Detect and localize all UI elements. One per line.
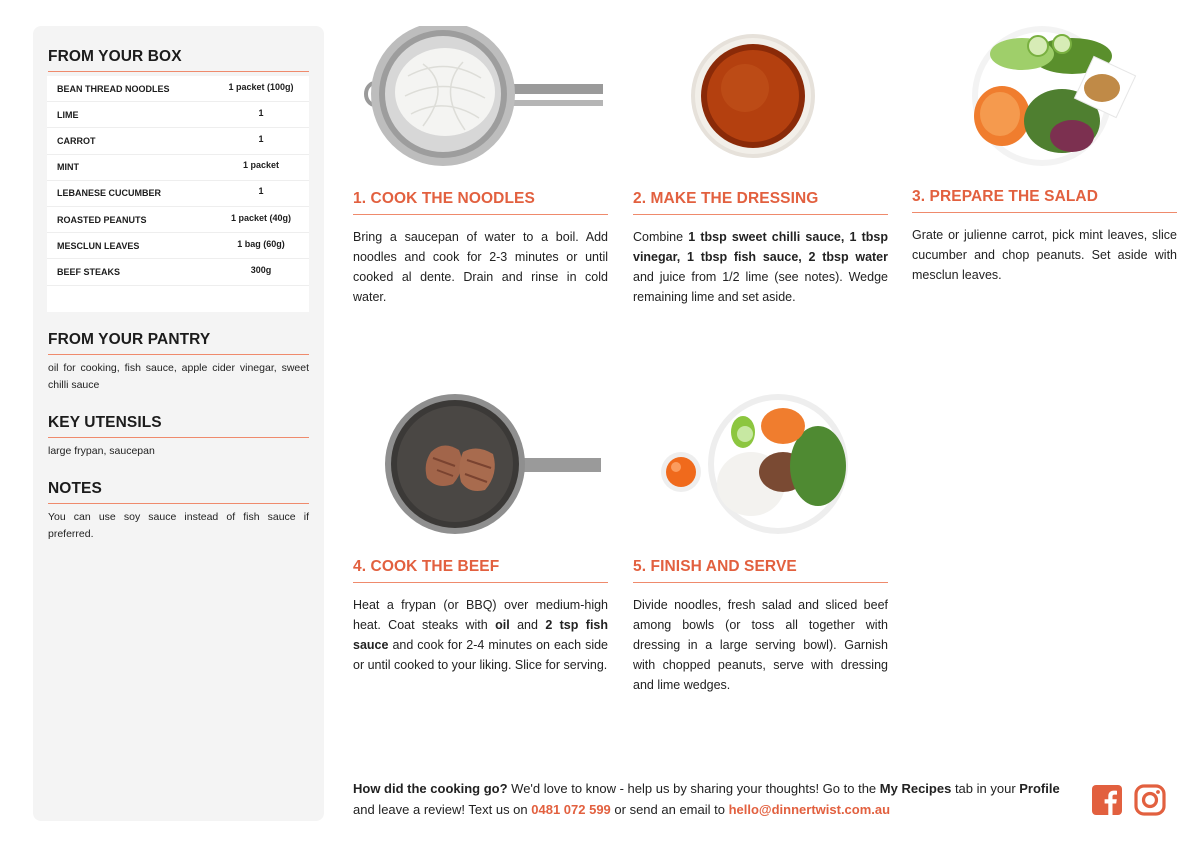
ingredient-row xyxy=(47,76,309,102)
step-body xyxy=(633,595,888,695)
step-text: Grate or julienne carrot, pick mint leaves, slice cucumber and chop peanuts. Set aside with mesclun leaves. xyxy=(912,228,1177,282)
finished-dish-image xyxy=(633,394,888,536)
pantry-text: oil for cooking, fish sauce, apple cider vinegar, sweet chilli sauce xyxy=(48,362,309,391)
step-emphasis: oil xyxy=(495,618,510,632)
step-text: Bring a saucepan of water to a boil. Add noodles and cook for 2-3 minutes or until cooked al dente. Drain and rinse in cold water. xyxy=(353,230,608,304)
step-text: and cook for 2-4 minutes on each side or until cooked to your liking. Slice for serving. xyxy=(353,638,608,672)
step-text: and xyxy=(509,618,546,632)
ingredient-name: LIME xyxy=(57,109,79,120)
dressing-image xyxy=(633,26,888,168)
key-utensils-heading: KEY UTENSILS xyxy=(48,414,309,438)
ingredient-row xyxy=(47,155,309,181)
step-emphasis: 2 tsp fish sauce xyxy=(353,618,608,652)
footer-text: Profile xyxy=(1019,781,1060,796)
step-title: 1. COOK THE NOODLES xyxy=(353,190,608,215)
utensils-text: large frypan, saucepan xyxy=(48,445,155,457)
ingredient-quantity: 1 packet xyxy=(242,160,280,171)
ingredient-quantity: 1 bag (60g) xyxy=(237,238,285,249)
beef-image xyxy=(353,394,608,536)
step-title: 2. MAKE THE DRESSING xyxy=(633,190,888,215)
footer-text: and leave a review! Text us on xyxy=(353,802,532,817)
instagram-icon[interactable] xyxy=(1134,784,1166,816)
step-emphasis: 1 tbsp sweet chilli sauce, 1 tbsp vinegar, 1 tbsp fish sauce, 2 tbsp water xyxy=(633,230,889,264)
footer-text: We'd love to know - help us by sharing your thoughts! Go to the xyxy=(507,781,880,796)
footer-text: My Recipes xyxy=(879,781,952,796)
ingredient-name: LEBANESE CUCUMBER xyxy=(57,188,162,199)
step-title: 5. FINISH AND SERVE xyxy=(633,558,888,583)
from-your-pantry-heading: FROM YOUR PANTRY xyxy=(48,331,309,355)
ingredient-name: BEEF STEAKS xyxy=(57,266,121,277)
step-body xyxy=(353,227,608,307)
sidebar xyxy=(33,26,324,821)
noodles-image xyxy=(353,26,608,168)
email-link[interactable]: hello@dinnertwist.com.au xyxy=(728,802,891,817)
footer-text: tab in your xyxy=(951,781,1020,796)
ingredient-quantity: 300g xyxy=(250,264,272,275)
step-2 xyxy=(633,26,888,307)
ingredient-quantity: 1 packet (100g) xyxy=(228,81,294,92)
phone-link[interactable]: 0481 072 599 xyxy=(531,802,611,817)
from-your-box-heading: FROM YOUR BOX xyxy=(48,48,309,72)
step-5 xyxy=(633,394,888,695)
step-1 xyxy=(353,26,608,307)
step-3 xyxy=(912,26,1177,285)
notes-heading: NOTES xyxy=(48,480,309,504)
ingredient-row xyxy=(47,207,309,233)
footer-text: or send an email to xyxy=(610,802,729,817)
step-text: Heat a frypan (or BBQ) over medium-high heat. Coat steaks with xyxy=(353,598,608,632)
ingredient-row xyxy=(47,102,309,128)
salad-image xyxy=(912,26,1177,168)
facebook-icon[interactable] xyxy=(1091,784,1123,816)
step-4 xyxy=(353,394,608,675)
ingredient-name: ROASTED PEANUTS xyxy=(57,214,147,225)
ingredient-quantity: 1 xyxy=(258,133,264,144)
feedback-footer xyxy=(353,778,1073,820)
ingredient-quantity: 1 xyxy=(258,186,264,197)
ingredient-quantity: 1 xyxy=(258,107,264,118)
ingredient-name: MESCLUN LEAVES xyxy=(57,240,140,251)
step-title: 4. COOK THE BEEF xyxy=(353,558,608,583)
step-body xyxy=(353,595,608,675)
step-title: 3. PREPARE THE SALAD xyxy=(912,188,1177,213)
step-text: Divide noodles, fresh salad and sliced beef among bowls (or toss all together with dressing in a large serving bowl). Garnish with chopped peanuts, serve with dressing and lime wedges. xyxy=(633,598,888,692)
ingredient-name: BEAN THREAD NOODLES xyxy=(57,83,170,94)
step-body xyxy=(912,225,1177,285)
step-body xyxy=(633,227,888,307)
step-text: and juice from 1/2 lime (see notes). Wedge remaining lime and set aside. xyxy=(633,270,888,304)
ingredient-row xyxy=(47,128,309,154)
ingredient-name: MINT xyxy=(57,162,79,173)
ingredients-table xyxy=(47,76,309,312)
ingredient-name: CARROT xyxy=(57,135,96,146)
ingredient-row xyxy=(47,233,309,259)
notes-text: You can use soy sauce instead of fish sauce if preferred. xyxy=(48,511,309,540)
ingredient-quantity: 1 packet (40g) xyxy=(230,212,292,223)
step-text: Combine xyxy=(633,230,689,244)
ingredient-row xyxy=(47,181,309,207)
footer-text: How did the cooking go? xyxy=(353,781,508,796)
ingredient-row xyxy=(47,259,309,285)
